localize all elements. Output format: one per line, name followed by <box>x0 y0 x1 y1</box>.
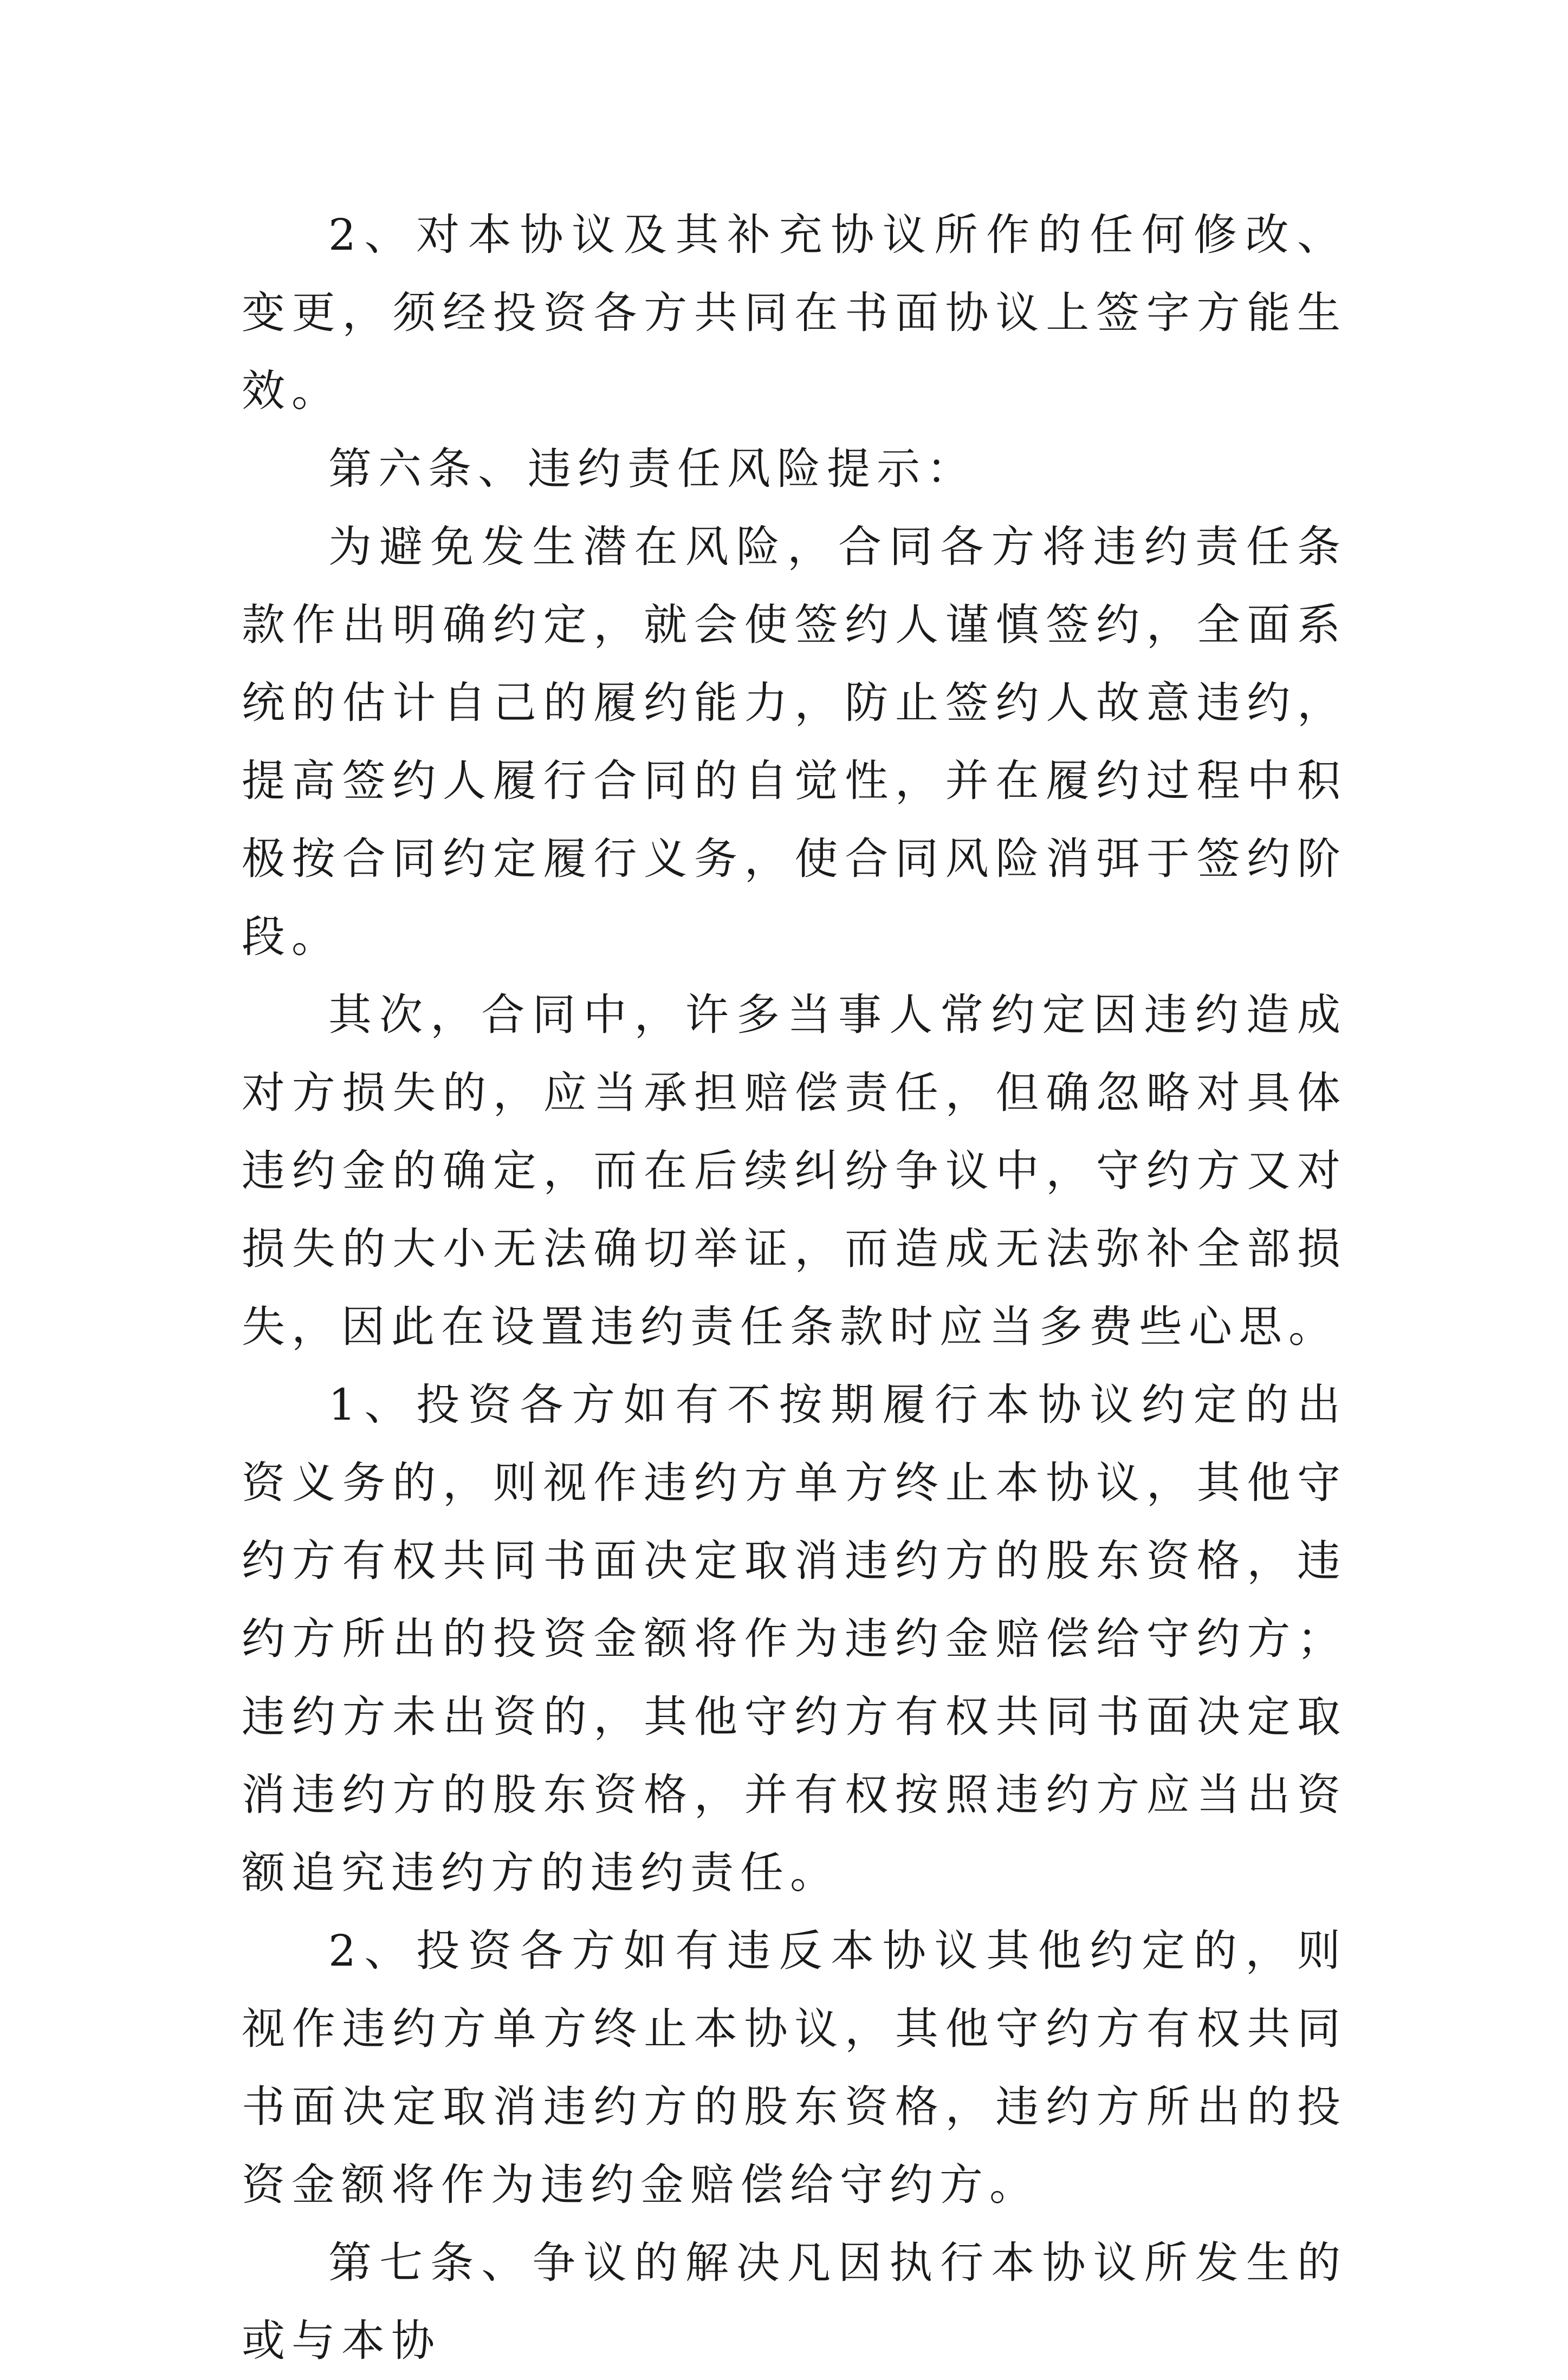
paragraph-damages-note: 其次，合同中，许多当事人常约定因违约造成对方损失的，应当承担赔偿责任，但确忽略对具体违约金的确定，而在后续纠纷争议中，守约方又对损失的大小无法确切举证，而造成无法弥补全部损失，因此在设置违约责任条款时应当多费些心思。 <box>242 990 1347 1352</box>
paragraph-clause-2: 2、投资各方如有违反本协议其他约定的，则视作违约方单方终止本协议，其他守约方有权共同书面决定取消违约方的股东资格，违约方所出的投资金额将作为违约金赔偿给守约方。 <box>242 1926 1347 2210</box>
article-seven-heading: 第七条、争议的解决凡因执行本协议所发生的或与本协 <box>242 2238 1347 2366</box>
paragraph-risk-intro: 为避免发生潜在风险，合同各方将违约责任条款作出明确约定，就会使签约人谨慎签约，全面系统的估计自己的履约能力，防止签约人故意违约，提高签约人履行合同的自觉性，并在履约过程中积极按合同约定履行义务，使合同风险消弭于签约阶段。 <box>242 522 1347 962</box>
paragraph-amendment-clause: 2、对本协议及其补充协议所作的任何修改、变更，须经投资各方共同在书面协议上签字方能生效。 <box>242 210 1347 416</box>
article-six-heading: 第六条、违约责任风险提示： <box>328 444 976 494</box>
paragraph-clause-1: 1、投资各方如有不按期履行本协议约定的出资义务的，则视作违约方单方终止本协议，其他守约方有权共同书面决定取消违约方的股东资格，违约方所出的投资金额将作为违约金赔偿给守约方；违约方未出资的，其他守约方有权共同书面决定取消违约方的股东资格，并有权按照违约方应当出资额追究违约方的违约责任。 <box>242 1380 1347 1898</box>
document-body <box>242 196 1347 2380</box>
